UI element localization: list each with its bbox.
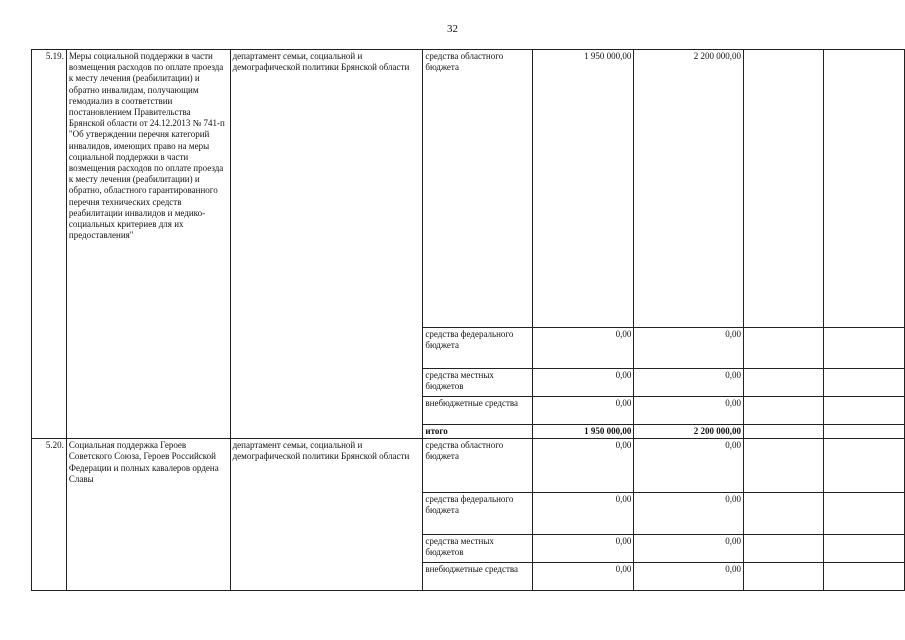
- empty-cell: [743, 493, 823, 535]
- empty-cell: [824, 493, 905, 535]
- funding-value-year-2: 0,00: [634, 439, 744, 493]
- executor: департамент семьи, социальной и демографической политики Брянской области: [230, 50, 423, 439]
- funding-value-year-1: 0,00: [533, 328, 634, 369]
- funding-value-year-1: 0,00: [533, 493, 634, 535]
- empty-cell: [824, 397, 905, 425]
- funding-value-year-2: 2 200 000,00: [634, 50, 744, 328]
- empty-cell: [743, 369, 823, 397]
- empty-cell: [743, 328, 823, 369]
- funding-source-label: внебюджетные средства: [423, 397, 533, 425]
- empty-cell: [824, 328, 905, 369]
- measure-description: Меры социальной поддержки в части возмещения расходов по оплате проезда к месту лечения (реабилитации) и обратно инвалидам, получающим гемодиализ в соответствии постановлением Правительства Брянской области от 24.12.2013 № 741-п "Об утверждении перечня категорий инвалидов, имеющих право на меры социальной поддержки в части возмещения расходов по оплате проезда к месту лечения (реабилитации) и обратно, областного гарантированного перечня технических средств реабилитации инвалидов и медико-социальных критериев для их предоставления": [66, 50, 230, 439]
- row-number: 5.20.: [32, 439, 67, 591]
- funding-value-year-2: 0,00: [634, 369, 744, 397]
- empty-cell: [743, 50, 823, 328]
- page-number: 32: [447, 23, 458, 35]
- empty-cell: [824, 439, 905, 493]
- funding-value-year-2: 0,00: [634, 535, 744, 563]
- funding-source-label: средства федерального бюджета: [423, 328, 533, 369]
- executor: департамент семьи, социальной и демографической политики Брянской области: [230, 439, 423, 591]
- empty-cell: [824, 425, 905, 439]
- empty-cell: [743, 563, 823, 591]
- funding-value-year-1: 0,00: [533, 397, 634, 425]
- funding-value-year-1: 0,00: [533, 535, 634, 563]
- empty-cell: [824, 369, 905, 397]
- funding-source-label: средства федерального бюджета: [423, 493, 533, 535]
- funding-total-year-2: 2 200 000,00: [634, 425, 744, 439]
- funding-value-year-2: 0,00: [634, 328, 744, 369]
- empty-cell: [743, 439, 823, 493]
- measure-description: Социальная поддержка Героев Советского Союза, Героев Российской Федерации и полных кавалеров ордена Славы: [66, 439, 230, 591]
- table-row: [32, 439, 905, 493]
- funding-value-year-2: 0,00: [634, 397, 744, 425]
- empty-cell: [824, 563, 905, 591]
- funding-source-label: внебюджетные средства: [423, 563, 533, 591]
- funding-source-label: средства областного бюджета: [423, 439, 533, 493]
- funding-value-year-2: 0,00: [634, 493, 744, 535]
- funding-value-year-1: 0,00: [533, 369, 634, 397]
- funding-value-year-1: 0,00: [533, 439, 634, 493]
- program-measures-table: [31, 49, 905, 591]
- table-row: [32, 50, 905, 328]
- funding-source-label: средства областного бюджета: [423, 50, 533, 328]
- funding-total-label: итого: [423, 425, 533, 439]
- funding-source-label: средства местных бюджетов: [423, 369, 533, 397]
- empty-cell: [824, 535, 905, 563]
- funding-source-label: средства местных бюджетов: [423, 535, 533, 563]
- empty-cell: [743, 425, 823, 439]
- funding-total-year-1: 1 950 000,00: [533, 425, 634, 439]
- empty-cell: [824, 50, 905, 328]
- empty-cell: [743, 397, 823, 425]
- row-number: 5.19.: [32, 50, 67, 439]
- funding-value-year-1: 0,00: [533, 563, 634, 591]
- funding-value-year-2: 0,00: [634, 563, 744, 591]
- funding-value-year-1: 1 950 000,00: [533, 50, 634, 328]
- empty-cell: [743, 535, 823, 563]
